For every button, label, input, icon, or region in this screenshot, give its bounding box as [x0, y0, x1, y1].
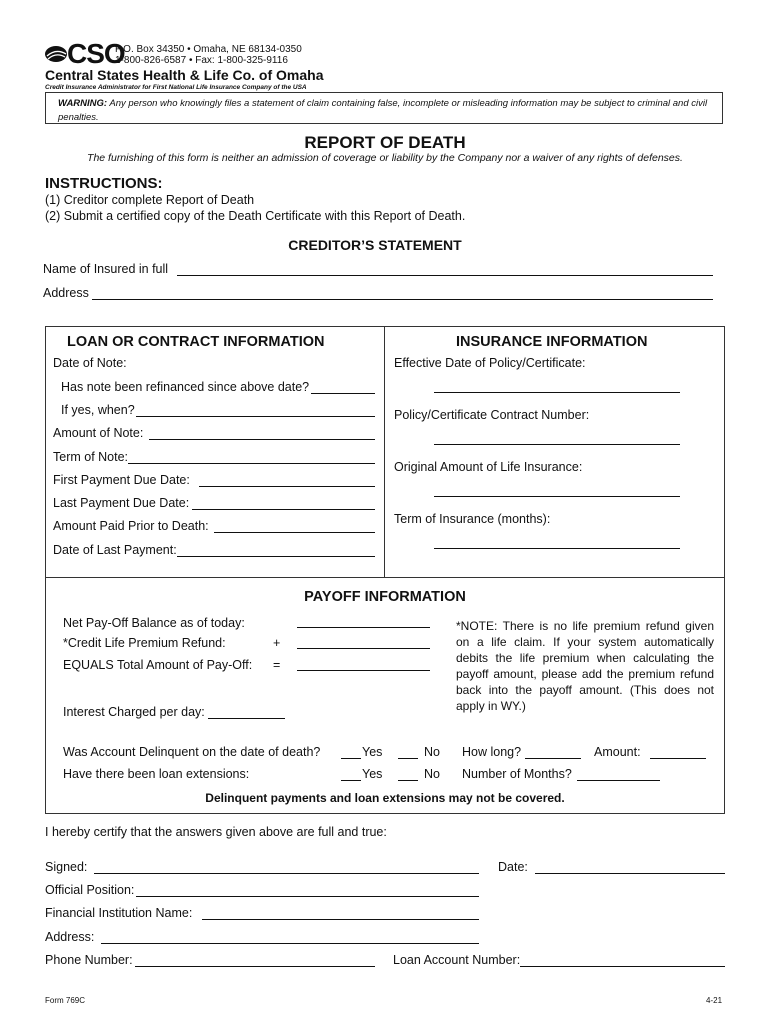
- logo-text: CSO: [67, 38, 125, 69]
- contract-number-label: Policy/Certificate Contract Number:: [394, 408, 590, 422]
- num-months-label: Number of Months?: [462, 767, 572, 781]
- original-amount-field[interactable]: [434, 496, 680, 497]
- term-of-note-field[interactable]: [128, 463, 375, 464]
- premium-refund-note: *NOTE: There is no life premium refund given on a life claim. If your system automatically debits the life premium when calculating the payoff amount, please add the premium refund back into the payoff amount. (This does not apply in WY.): [456, 619, 714, 713]
- original-amount-label: Original Amount of Life Insurance:: [394, 460, 583, 474]
- num-months-field[interactable]: [577, 780, 660, 781]
- date-last-payment-field[interactable]: [177, 556, 375, 557]
- loan-account-label: Loan Account Number:: [393, 953, 521, 967]
- extensions-yes-label: Yes: [362, 767, 383, 781]
- extensions-no-field[interactable]: [398, 780, 418, 781]
- insurance-term-field[interactable]: [434, 548, 680, 549]
- address-field[interactable]: [92, 299, 713, 300]
- loan-insurance-box: [45, 326, 725, 578]
- revision-date: 4-21: [706, 996, 723, 1005]
- position-field[interactable]: [136, 896, 479, 897]
- net-balance-field[interactable]: [297, 627, 430, 628]
- how-long-field[interactable]: [525, 758, 581, 759]
- instructions-heading: INSTRUCTIONS:: [45, 175, 163, 192]
- equals-sign: =: [273, 658, 281, 672]
- interest-label: Interest Charged per day:: [63, 705, 205, 719]
- if-yes-label: If yes, when?: [61, 403, 135, 417]
- amount-of-note-field[interactable]: [149, 439, 375, 440]
- how-long-label: How long?: [462, 745, 522, 759]
- date-label: Date:: [498, 860, 528, 874]
- certify-statement: I hereby certify that the answers given above are full and true:: [45, 825, 387, 839]
- date-of-note-label: Date of Note:: [53, 356, 127, 370]
- signed-label: Signed:: [45, 860, 88, 874]
- delinquent-no-field[interactable]: [398, 758, 418, 759]
- first-payment-field[interactable]: [199, 486, 375, 487]
- amount-paid-field[interactable]: [214, 532, 375, 533]
- phone-field[interactable]: [135, 966, 375, 967]
- contract-number-field[interactable]: [434, 444, 680, 445]
- extensions-yes-field[interactable]: [341, 780, 361, 781]
- insurance-term-label: Term of Insurance (months):: [394, 512, 551, 526]
- institution-label: Financial Institution Name:: [45, 906, 193, 920]
- institution-field[interactable]: [202, 919, 479, 920]
- extensions-no-label: No: [424, 767, 440, 781]
- warning-box: [45, 92, 723, 124]
- company-name: Central States Health & Life Co. of Omaha: [45, 67, 324, 83]
- total-payoff-field[interactable]: [297, 670, 430, 671]
- creditor-statement-heading: CREDITOR’S STATEMENT: [288, 237, 462, 253]
- refinanced-label: Has note been refinanced since above date?: [61, 380, 310, 394]
- header-address: P.O. Box 34350 • Omaha, NE 68134-0350: [115, 44, 302, 55]
- position-label: Official Position:: [45, 883, 135, 897]
- delinquent-amount-label: Amount:: [594, 745, 641, 759]
- last-payment-field[interactable]: [192, 509, 375, 510]
- term-of-note-label: Term of Note:: [53, 450, 129, 464]
- date-last-payment-label: Date of Last Payment:: [53, 543, 177, 557]
- header-phone: 1-800-826-6587 • Fax: 1-800-325-9116: [115, 55, 288, 66]
- total-payoff-label: EQUALS Total Amount of Pay-Off:: [63, 658, 253, 672]
- last-payment-label: Last Payment Due Date:: [53, 496, 190, 510]
- delinquent-yes-field[interactable]: [341, 758, 361, 759]
- date-field[interactable]: [535, 873, 725, 874]
- delinquent-question: Was Account Delinquent on the date of death?: [63, 745, 321, 759]
- insured-name-label: Name of Insured in full: [43, 262, 169, 276]
- loan-account-field[interactable]: [520, 966, 725, 967]
- amount-of-note-label: Amount of Note:: [53, 426, 144, 440]
- payoff-disclaimer: Delinquent payments and loan extensions may not be covered.: [205, 791, 565, 805]
- plus-sign: +: [273, 636, 281, 650]
- warning-body: Any person who knowingly files a statement of claim containing false, incomplete or misleading information may be subject to criminal and civil penalties.: [58, 98, 708, 123]
- column-divider: [384, 326, 385, 578]
- form-number: Form 769C: [45, 996, 86, 1005]
- loan-heading: LOAN OR CONTRACT INFORMATION: [67, 334, 325, 350]
- premium-refund-field[interactable]: [297, 648, 430, 649]
- first-payment-label: First Payment Due Date:: [53, 473, 190, 487]
- delinquent-amount-field[interactable]: [650, 758, 706, 759]
- effective-date-label: Effective Date of Policy/Certificate:: [394, 356, 586, 370]
- instruction-item: (1) Creditor complete Report of Death: [45, 193, 255, 207]
- net-balance-label: Net Pay-Off Balance as of today:: [63, 616, 245, 630]
- cert-address-label: Address:: [45, 930, 95, 944]
- payoff-heading: PAYOFF INFORMATION: [304, 589, 466, 605]
- signature-field[interactable]: [94, 873, 479, 874]
- interest-field[interactable]: [208, 718, 285, 719]
- warning-text: [58, 97, 708, 125]
- insured-name-field[interactable]: [177, 275, 713, 276]
- refinanced-field[interactable]: [311, 393, 375, 394]
- cert-address-field[interactable]: [101, 943, 479, 944]
- administrator-line: Credit Insurance Administrator for First National Life Insurance Company of the USA: [45, 84, 307, 91]
- insurance-heading: INSURANCE INFORMATION: [456, 334, 648, 350]
- page-title: REPORT OF DEATH: [304, 133, 466, 152]
- instruction-item: (2) Submit a certified copy of the Death Certificate with this Report of Death.: [45, 209, 466, 223]
- refinance-date-field[interactable]: [136, 416, 375, 417]
- address-label: Address: [43, 286, 89, 300]
- amount-paid-label: Amount Paid Prior to Death:: [53, 519, 209, 533]
- delinquent-no-label: No: [424, 745, 440, 759]
- extensions-question: Have there been loan extensions:: [63, 767, 250, 781]
- phone-label: Phone Number:: [45, 953, 133, 967]
- delinquent-yes-label: Yes: [362, 745, 383, 759]
- premium-refund-label: *Credit Life Premium Refund:: [63, 636, 226, 650]
- effective-date-field[interactable]: [434, 392, 680, 393]
- warning-label: WARNING:: [58, 98, 108, 109]
- page-subtitle: The furnishing of this form is neither an admission of coverage or liability by the Company nor a waiver of any rights of defenses.: [87, 152, 683, 164]
